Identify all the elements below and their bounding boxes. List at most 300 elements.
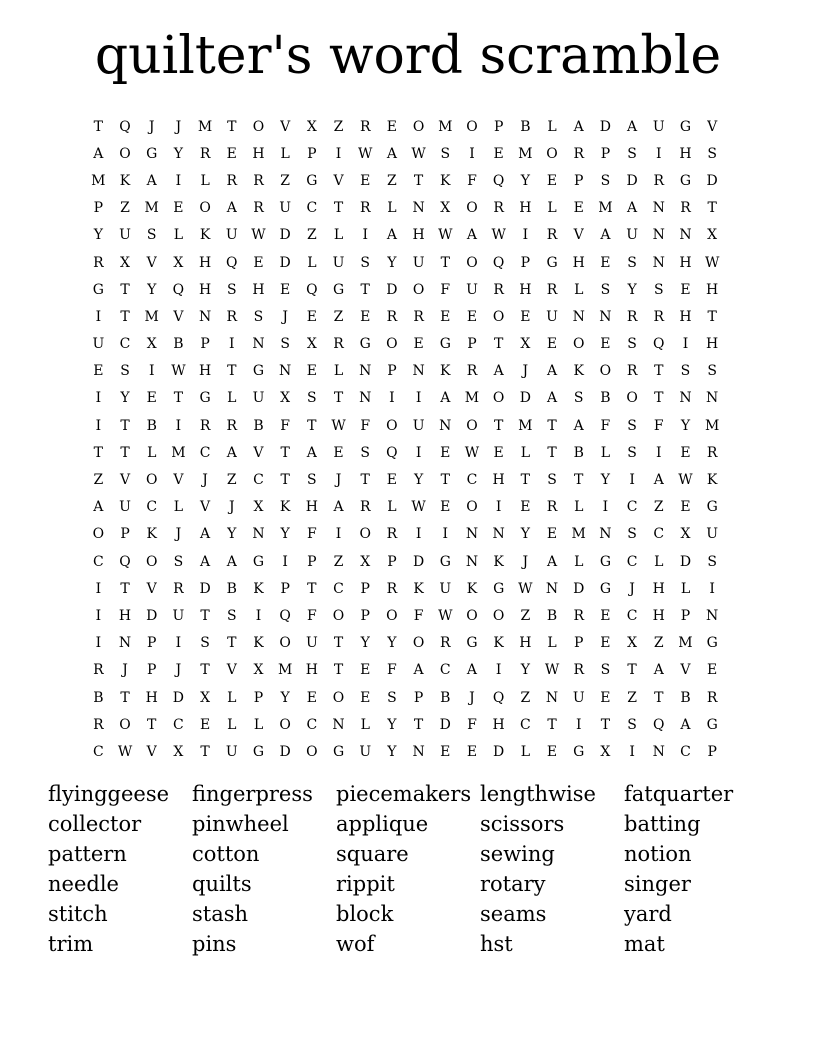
grid-letter: T [493,336,504,353]
grid-letter: J [175,118,182,135]
grid-letter: I [95,308,102,325]
word-list-item: pattern [48,842,127,866]
grid-letter: N [599,526,612,543]
grid-letter: R [199,145,211,162]
grid-letter: I [229,336,235,353]
grid-letter: R [573,145,584,162]
grid-letter: F [306,526,317,543]
grid-letter: G [546,254,558,271]
grid-letter: T [547,716,557,733]
grid-letter: M [144,200,159,217]
grid-letter: J [175,662,182,679]
grid-letter: F [280,417,291,434]
grid-letter: O [252,118,265,135]
grid-letter: R [653,308,665,325]
grid-letter: T [360,281,370,298]
grid-letter: E [493,145,504,162]
grid-letter: O [466,118,478,135]
grid-letter: E [600,689,611,706]
grid-row [85,222,726,249]
grid-letter: T [200,743,210,760]
grid-letter: R [226,308,238,325]
word-list-item: yard [624,902,672,926]
grid-letter: S [600,662,611,679]
grid-letter: O [279,635,291,652]
grid-letter: E [413,336,424,353]
grid-letter: A [440,390,451,407]
grid-letter: P [387,363,397,380]
grid-letter: E [680,444,691,461]
grid-letter: Y [387,635,397,652]
grid-letter: X [520,336,531,353]
grid-letter: E [93,363,104,380]
grid-letter: O [386,607,398,624]
grid-letter: Z [520,689,531,706]
grid-letter: Y [227,526,237,543]
grid-letter: D [146,607,158,624]
word-list-item: singer [624,872,691,896]
grid-letter: U [252,390,265,407]
grid-letter: Z [627,689,637,706]
grid-letter: I [415,390,422,407]
grid-letter: C [306,200,318,217]
grid-letter: X [627,635,638,652]
grid-letter: G [306,172,318,189]
grid-letter: A [546,553,558,570]
grid-letter: R [359,499,371,516]
grid-letter: H [252,145,265,162]
grid-letter: K [413,580,424,597]
grid-letter: G [199,390,211,407]
grid-letter: W [544,662,560,679]
grid-letter: G [493,580,505,597]
grid-row [85,684,726,711]
grid-letter: Q [653,716,665,733]
word-list-item: pins [192,932,237,956]
grid-letter: F [467,716,477,733]
grid-letter: G [599,580,611,597]
grid-letter: K [706,472,718,489]
grid-row [85,657,726,684]
grid-letter: U [279,200,292,217]
grid-letter: Z [120,200,130,217]
grid-letter: S [226,607,237,624]
grid-letter: N [359,390,372,407]
word-list-item: rippit [336,872,395,896]
grid-letter: M [171,444,186,461]
grid-letter: P [413,689,424,706]
grid-row [85,385,726,412]
grid-letter: S [280,336,290,353]
grid-letter: U [359,743,372,760]
grid-letter: X [440,200,451,217]
grid-letter: B [440,689,451,706]
grid-row [85,466,726,493]
grid-letter: U [92,336,105,353]
grid-letter: E [440,743,451,760]
grid-letter: P [147,635,157,652]
grid-letter: O [546,145,558,162]
grid-letter: P [307,145,317,162]
word-list-item: scissors [480,812,565,836]
grid-letter: A [226,200,237,217]
grid-letter: C [119,336,131,353]
grid-letter: N [412,200,425,217]
grid-letter: C [680,743,691,760]
grid-letter: B [226,580,237,597]
grid-letter: Y [387,254,397,271]
grid-letter: I [95,390,102,407]
grid-letter: R [253,172,264,189]
grid-letter: R [626,363,638,380]
grid-letter: Y [280,526,290,543]
grid-letter: G [359,336,371,353]
grid-letter: F [306,607,317,624]
letter-grid [85,113,726,766]
grid-letter: T [547,417,557,434]
grid-letter: P [147,662,157,679]
grid-letter: V [173,308,184,325]
grid-letter: Z [93,472,104,489]
grid-letter: U [225,743,238,760]
grid-letter: K [440,363,451,380]
grid-letter: C [253,472,264,489]
grid-letter: G [332,743,345,760]
word-list-item: square [336,842,409,866]
grid-letter: T [360,472,370,489]
word-list-item: sewing [480,842,555,866]
grid-row [85,738,726,765]
grid-letter: S [120,363,130,380]
grid-letter: R [493,281,504,298]
grid-letter: C [333,580,344,597]
grid-letter: W [704,254,720,271]
grid-letter: Z [653,635,664,652]
grid-letter: D [493,743,505,760]
grid-letter: N [679,390,692,407]
grid-letter: I [495,499,502,516]
grid-letter: X [306,118,317,135]
grid-letter: V [707,118,718,135]
grid-letter: L [307,254,317,271]
grid-letter: H [252,281,265,298]
grid-letter: I [522,227,529,244]
grid-letter: E [333,444,344,461]
grid-letter: J [522,363,529,380]
grid-row [85,113,726,140]
grid-letter: T [307,417,317,434]
grid-letter: B [680,689,691,706]
page-title: quilter's word scramble [94,26,722,86]
grid-letter: S [707,553,717,570]
grid-letter: A [546,390,558,407]
grid-letter: L [600,444,611,461]
grid-letter: Q [653,336,665,353]
grid-letter: F [600,417,611,434]
grid-letter: S [627,336,637,353]
grid-letter: T [120,417,130,434]
grid-letter: A [573,118,584,135]
grid-letter: I [389,390,395,407]
grid-letter: B [600,390,611,407]
grid-letter: W [171,363,186,380]
grid-letter: O [145,553,158,570]
grid-letter: P [387,553,397,570]
grid-letter: O [466,607,478,624]
grid-letter: G [679,172,692,189]
grid-letter: A [627,200,638,217]
grid-letter: U [412,254,425,271]
grid-letter: A [573,417,584,434]
grid-letter: D [706,172,718,189]
grid-letter: P [600,145,611,162]
grid-row [85,249,726,276]
grid-letter: L [333,363,344,380]
grid-row [85,412,726,439]
grid-letter: X [600,743,611,760]
grid-letter: R [626,308,638,325]
grid-letter: N [492,526,505,543]
grid-letter: K [253,580,264,597]
grid-letter: D [279,743,291,760]
grid-letter: R [386,308,398,325]
grid-letter: E [573,200,584,217]
grid-letter: H [519,200,532,217]
grid-letter: S [600,281,611,298]
grid-letter: O [492,607,505,624]
grid-letter: M [277,662,293,679]
grid-letter: T [147,716,157,733]
grid-letter: T [227,635,237,652]
grid-letter: J [522,553,529,570]
grid-letter: T [547,444,557,461]
grid-letter: W [491,227,506,244]
grid-letter: D [279,254,291,271]
grid-letter: W [438,607,453,624]
grid-letter: B [173,336,184,353]
grid-letter: W [251,227,266,244]
grid-letter: L [360,716,370,733]
grid-letter: Y [520,172,530,189]
grid-letter: F [360,417,371,434]
grid-letter: L [547,118,557,135]
grid-letter: N [412,363,425,380]
word-list-item: applique [336,812,429,836]
grid-letter: E [600,336,611,353]
grid-letter: Y [360,635,370,652]
grid-letter: C [92,743,104,760]
grid-letter: L [520,743,530,760]
grid-letter: M [571,526,586,543]
grid-letter: E [440,444,451,461]
grid-letter: I [95,635,102,652]
grid-letter: Y [520,662,530,679]
grid-letter: J [469,689,475,706]
word-list-item: quilts [192,872,252,896]
grid-letter: B [253,417,264,434]
grid-letter: I [282,553,288,570]
grid-letter: E [520,308,531,325]
grid-letter: Y [600,472,611,489]
grid-letter: E [360,172,371,189]
grid-letter: X [120,254,131,271]
grid-letter: O [92,526,105,543]
grid-letter: E [306,308,317,325]
grid-letter: N [198,308,212,325]
grid-letter: T [120,308,130,325]
grid-letter: Y [520,526,530,543]
grid-letter: E [546,743,558,760]
grid-letter: R [706,689,718,706]
grid-letter: D [439,716,451,733]
grid-letter: E [253,254,264,271]
grid-letter: K [493,635,504,652]
grid-letter: R [359,200,371,217]
grid-letter: N [652,200,665,217]
grid-letter: E [493,444,504,461]
grid-letter: K [119,172,131,189]
grid-letter: T [707,308,717,325]
grid-letter: W [518,580,533,597]
grid-letter: L [227,689,237,706]
grid-letter: V [573,227,584,244]
grid-letter: R [173,580,184,597]
grid-letter: E [440,499,451,516]
word-list-item: wof [336,932,375,956]
grid-letter: H [679,145,692,162]
grid-letter: J [228,499,235,516]
grid-letter: H [652,580,665,597]
grid-letter: N [652,227,665,244]
grid-letter: K [440,172,451,189]
grid-letter: J [202,472,208,489]
grid-letter: I [255,607,262,624]
grid-letter: F [440,281,451,298]
grid-letter: X [173,743,184,760]
grid-letter: Z [520,607,531,624]
grid-letter: S [627,254,637,271]
grid-row [85,195,726,222]
grid-letter: H [198,281,212,298]
grid-letter: I [148,363,155,380]
grid-letter: X [173,254,184,271]
grid-letter: R [253,200,264,217]
grid-letter: R [573,607,584,624]
grid-letter: X [253,499,264,516]
grid-letter: G [466,635,478,652]
grid-letter: I [602,499,609,516]
grid-letter: N [706,607,719,624]
grid-letter: H [145,689,158,706]
grid-letter: O [492,308,505,325]
grid-letter: E [466,308,478,325]
grid-letter: W [117,743,133,760]
grid-letter: I [469,145,475,162]
grid-letter: R [226,417,238,434]
grid-letter: T [574,472,584,489]
grid-letter: T [333,635,344,652]
grid-letter: M [91,172,106,189]
grid-letter: U [546,308,558,325]
grid-letter: T [120,580,130,597]
word-list-item: trim [48,932,94,956]
grid-letter: N [652,254,665,271]
grid-letter: P [200,336,210,353]
grid-letter: S [627,716,637,733]
grid-letter: J [629,580,635,597]
grid-letter: H [706,281,719,298]
grid-letter: H [572,254,585,271]
grid-letter: O [306,743,318,760]
grid-letter: Z [653,499,664,516]
word-list-item: needle [48,872,119,896]
grid-letter: P [707,743,717,760]
grid-letter: T [227,363,237,380]
grid-letter: E [546,336,558,353]
grid-letter: W [411,499,426,516]
grid-letter: E [360,689,371,706]
grid-letter: I [362,227,368,244]
grid-letter: X [253,662,264,679]
grid-letter: Y [147,281,157,298]
word-list-item: batting [624,812,701,836]
grid-letter: U [305,635,318,652]
grid-letter: A [226,444,237,461]
grid-letter: L [387,200,397,217]
grid-letter: T [333,390,344,407]
grid-letter: O [386,417,398,434]
grid-letter: G [252,553,265,570]
grid-letter: I [175,172,182,189]
word-list-item: mat [624,932,665,956]
grid-row [85,711,726,738]
grid-letter: P [307,553,317,570]
grid-letter: D [626,172,638,189]
grid-letter: Y [680,417,691,434]
grid-letter: M [678,635,693,652]
grid-letter: E [600,607,611,624]
grid-letter: R [546,499,558,516]
grid-letter: R [413,308,424,325]
grid-letter: V [280,118,291,135]
grid-letter: O [279,716,291,733]
grid-letter: F [467,172,477,189]
grid-letter: M [144,308,159,325]
grid-letter: H [305,662,318,679]
grid-letter: E [680,499,691,516]
grid-letter: X [306,336,317,353]
grid-letter: P [253,689,264,706]
grid-letter: F [387,662,397,679]
grid-letter: H [305,499,318,516]
grid-letter: S [547,472,557,489]
grid-letter: A [653,472,664,489]
grid-letter: S [253,308,264,325]
grid-letter: C [519,716,531,733]
grid-letter: W [678,472,693,489]
grid-letter: G [706,635,718,652]
grid-letter: S [707,145,717,162]
grid-letter: H [519,635,532,652]
grid-letter: S [307,472,317,489]
grid-letter: Q [492,254,505,271]
grid-letter: K [253,635,264,652]
grid-letter: L [574,553,584,570]
grid-letter: L [227,390,237,407]
grid-letter: Y [93,227,103,244]
grid-row [85,276,726,303]
grid-letter: T [200,662,210,679]
